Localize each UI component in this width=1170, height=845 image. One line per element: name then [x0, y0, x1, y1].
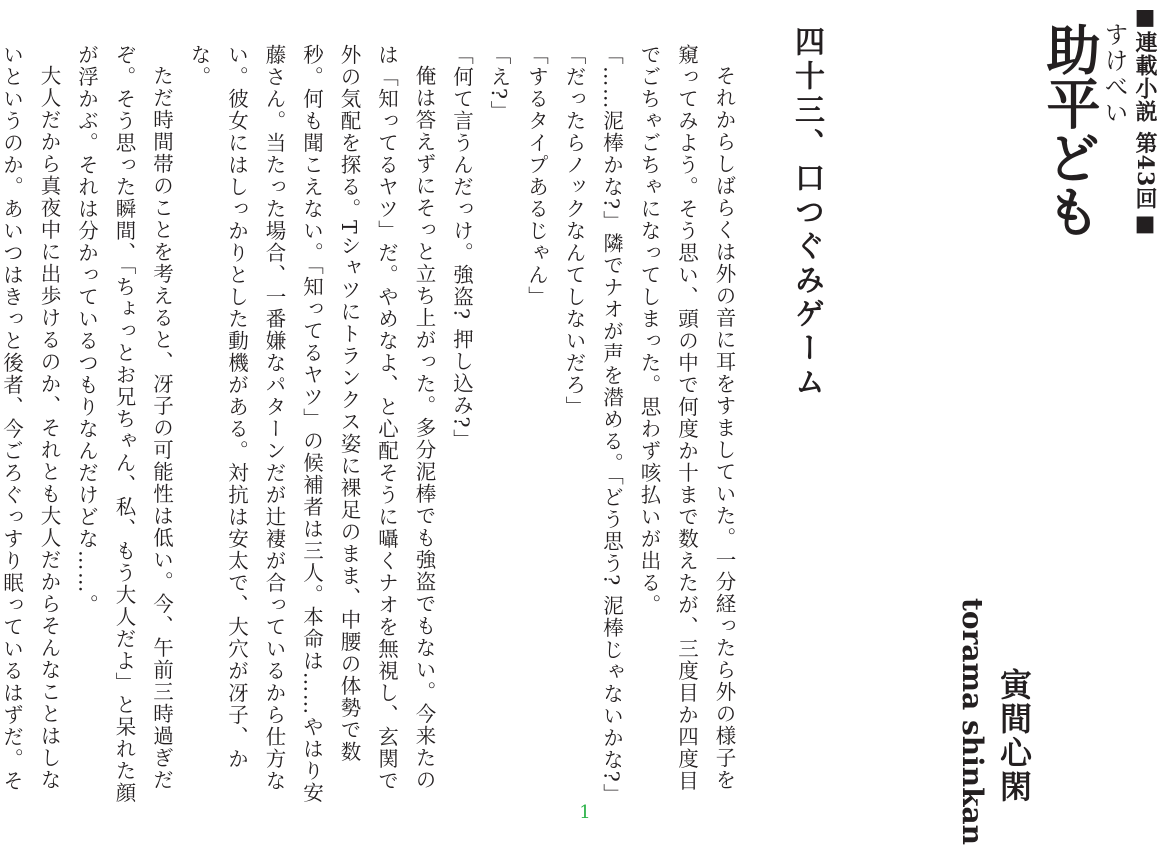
- paragraph: 大人だから真夜中に出歩けるのか、それとも大人だからそんなことはしないというのか。あいつはきっと後者、今ごろぐっすり眠っているはずだ。そ: [0, 44, 61, 792]
- paragraph: 「するタイプあるじゃん」: [524, 44, 549, 308]
- page-title: 助平ども: [1038, 22, 1102, 238]
- author-name-romaji: torama shinkan: [956, 598, 989, 845]
- author-name-japanese: 寅間心閑: [995, 668, 1033, 804]
- body-text: [0, 44, 742, 806]
- page-number: 1: [579, 802, 591, 823]
- paragraph: 「だったらノックなんてしないだろ」: [562, 44, 586, 418]
- series-label: ■連載小説 第43回■: [1132, 4, 1158, 238]
- paragraph: 「何て言うんだっけ。強盗? 押し込み?」: [449, 44, 474, 451]
- title-ruby: すけべい: [1100, 22, 1128, 126]
- paragraph: 「え?」: [487, 44, 511, 123]
- paragraph: 俺は答えずにそっと立ち上がった。多分泥棒でも強盗でもない。今来たのは「知ってるヤツ」だ。やめなよ、と心配そうに囁くナオを無視し、玄関で外の気配を探る。Tシャツにトランクス姿に裸足のまま、中腰の体勢で数秒。何も聞こえない。「知ってるヤツ」の候補者は三人。本命は……やはり安藤さん。当たった場合、一番嫌なパターンだが辻褄が合っているから仕方ない。彼女にはしっかりとした動機がある。対抗は安太で、大穴が冴子、かな。: [187, 44, 436, 804]
- title-block: [1036, 0, 1126, 240]
- chapter-heading: 四十三、口つぐみゲーム: [789, 26, 824, 400]
- paragraph: ただ時間帯のことを考えると、冴子の可能性は低い。今、午前三時過ぎだぞ。そう思った瞬間、「ちょっとお兄ちゃん、私、もう大人だよ」と呆れた顔が浮かぶ。それは分かっているつもりなんだけどな……。: [74, 44, 174, 804]
- paragraph: それからしばらくは外の音に耳をすましていた。一分経ったら外の様子を窺ってみよう。そう思い、頭の中で何度か十まで数えたが、三度目か四度目でごちゃごちゃになってしまった。思わず咳払いが出る。: [637, 44, 736, 792]
- paragraph: 「……泥棒かな?」隣でナオが声を潜める。「どう思う? 泥棒じゃないかな?」: [599, 44, 624, 806]
